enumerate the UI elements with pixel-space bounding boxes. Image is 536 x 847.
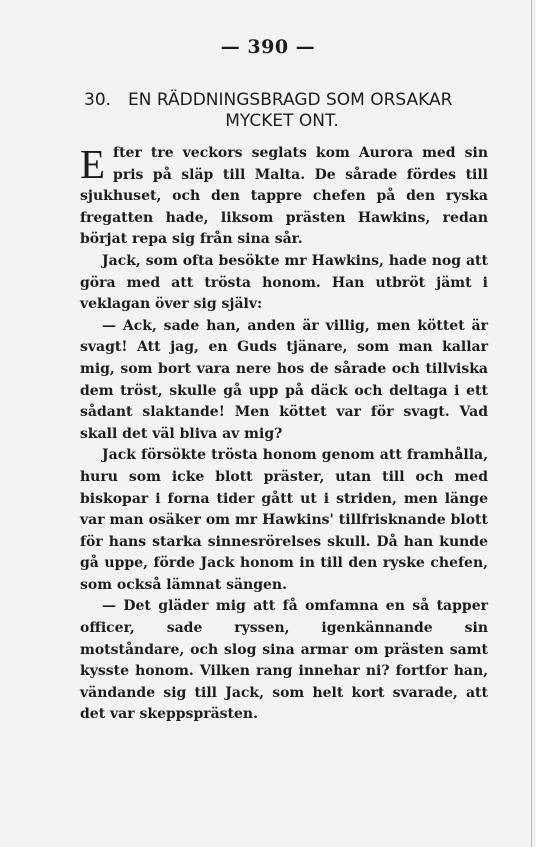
- paragraph-2: Jack, som ofta besökte mr Hawkins, hade nog att göra med att trösta honom. Han utbröt jämt i veklagan över sig själv:: [80, 252, 488, 313]
- chapter-title-line2: MYCKET ONT.: [225, 111, 339, 131]
- chapter-heading-line1: [84, 90, 494, 111]
- paragraph-4: Jack försökte trösta honom genom att framhålla, huru som icke blott präster, utan till och med biskopar i forna tider gått ut i striden, men länge var man osäker om mr Hawkins' tillfrisknande blott för hans starka sinnesrörelses skull. Då han kunde gå uppe, förde Jack honom in till den ryske chefen, som också lämnat sängen.: [80, 447, 488, 593]
- chapter-heading: [84, 90, 494, 132]
- chapter-number: 30.: [84, 90, 112, 110]
- page-number: — 390 —: [220, 36, 316, 58]
- paragraph-1: [80, 143, 488, 251]
- page-edge-line: [531, 0, 532, 847]
- paragraph-5: — Det gläder mig att få omfamna en så tapper officer, sade ryssen, igenkännande sin motståndare, och slog sina armar om prästen samt kysste honom. Vilken rang innehar ni? fortfor han, vändande sig till Jack, som helt kort svarade, att det var skeppsprästen.: [80, 598, 488, 723]
- paragraph-1-text: fter tre veckors seglats kom Aurora med sin pris på släp till Malta. De sårade fördes till sjukhuset, och den tappre chefen på den ryska fregatten hade, liksom prästen Hawkins, redan börjat repa sig från sina sår.: [80, 145, 488, 248]
- body-text: [80, 143, 488, 726]
- paragraph-3: — Ack, sade han, anden är villig, men köttet är svagt! Att jag, en Guds tjänare, som man kallar mig, som bort vara nere hos de sårade och tillviska dem tröst, skulle gå upp på däck och deltaga i ett sådant slaktande! Men köttet var för svagt. Vad skall det väl bliva av mig?: [80, 317, 488, 442]
- chapter-title-line1: EN RÄDDNINGSBRAGD SOM ORSAKAR: [128, 90, 453, 110]
- drop-cap: E: [80, 141, 106, 187]
